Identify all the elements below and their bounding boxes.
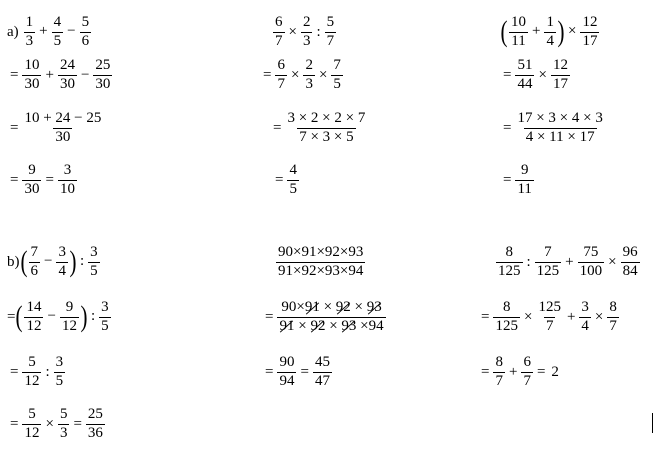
numerator: 3 xyxy=(55,354,64,371)
fraction xyxy=(331,57,343,93)
denominator: 5 xyxy=(101,317,109,334)
equals-sign: = xyxy=(273,119,282,136)
operator: × xyxy=(538,66,547,83)
fraction xyxy=(58,57,77,93)
fraction xyxy=(80,14,92,50)
fraction xyxy=(93,57,112,93)
cancelled-term: 92 xyxy=(310,317,326,334)
paren-inner xyxy=(23,299,79,335)
denominator: 7 xyxy=(495,372,503,389)
numerator: 10 xyxy=(24,57,40,74)
fraction xyxy=(86,406,105,442)
equals-sign: = xyxy=(265,308,274,325)
numerator: 8 xyxy=(505,244,513,261)
fraction xyxy=(535,244,562,280)
operator: × xyxy=(45,415,54,432)
operator: + xyxy=(39,23,48,40)
numerator: 7 xyxy=(333,57,341,74)
fraction xyxy=(515,162,533,198)
denominator: 30 xyxy=(95,75,111,92)
operator: : xyxy=(316,23,321,40)
operator: : xyxy=(79,253,85,270)
numerator: 8 xyxy=(495,354,503,371)
operator: × xyxy=(290,66,300,83)
fraction xyxy=(22,110,103,146)
fraction xyxy=(58,162,77,198)
numerator: 10 + 24 − 25 xyxy=(24,110,102,127)
numerator: 90×91×92×93 xyxy=(278,244,364,261)
term: × xyxy=(350,299,367,316)
fraction xyxy=(580,14,599,50)
equals-sign: = xyxy=(536,363,546,380)
fraction xyxy=(287,162,299,198)
fraction xyxy=(24,14,36,50)
denominator: 3 xyxy=(59,424,68,441)
fraction xyxy=(551,57,570,93)
denominator: 7 xyxy=(277,75,285,92)
fraction xyxy=(277,354,296,390)
equals-sign: = xyxy=(7,308,16,325)
denominator: 10 xyxy=(59,180,75,197)
fraction xyxy=(536,299,563,335)
a-col2-line4 xyxy=(272,160,300,200)
numerator: 3 xyxy=(101,299,109,316)
numerator: 3 × 2 × 2 × 7 xyxy=(287,110,366,127)
fraction xyxy=(52,14,64,50)
cancelled-term: 93 xyxy=(341,317,357,334)
fraction xyxy=(22,57,41,93)
cancelled-term: 93 xyxy=(366,299,382,316)
numerator: 7 xyxy=(544,244,552,261)
b-col3-line2 xyxy=(478,297,620,337)
fraction xyxy=(56,244,68,280)
denominator: 5 xyxy=(333,75,341,92)
equals-sign: = xyxy=(503,119,512,136)
fraction xyxy=(24,299,43,335)
paren-tail xyxy=(565,14,600,50)
equals-sign: = xyxy=(300,363,309,380)
fraction xyxy=(99,299,111,335)
numerator: 4 xyxy=(289,162,297,179)
a-col1-line1 xyxy=(7,12,92,52)
denominator: 4 × 11 × 17 xyxy=(525,128,595,145)
denominator: 7 × 3 × 5 xyxy=(299,128,354,145)
numerator: 3 xyxy=(63,162,72,179)
a-col3-line4 xyxy=(500,160,535,200)
fraction xyxy=(515,110,604,146)
denominator: 30 xyxy=(55,128,71,145)
open-paren: ( xyxy=(15,300,23,333)
fraction xyxy=(496,244,523,280)
denominator: 125 xyxy=(536,262,560,279)
denominator: 6 xyxy=(81,32,90,49)
denominator: 6 xyxy=(30,262,38,279)
result-value: 2 xyxy=(551,363,559,380)
close-paren: ) xyxy=(69,245,77,278)
term: × xyxy=(294,317,311,334)
paren-inner xyxy=(28,244,69,280)
fraction xyxy=(544,14,556,50)
term: × xyxy=(319,299,336,316)
equals-sign: = xyxy=(10,119,19,136)
a-col3-line2 xyxy=(500,55,571,95)
numerator: 5 xyxy=(59,406,68,423)
numerator: 12 xyxy=(582,14,598,31)
fraction xyxy=(521,354,533,390)
equals-sign: = xyxy=(503,171,512,188)
term: ×94 xyxy=(356,317,384,334)
fraction xyxy=(275,57,287,93)
operator: × xyxy=(288,23,297,40)
numerator: 14 xyxy=(26,299,42,316)
b-col2-line2 xyxy=(262,297,387,337)
b-col1-line3 xyxy=(7,352,66,392)
denominator: 4 xyxy=(581,317,589,334)
operator: + xyxy=(532,23,541,40)
denominator: 3 xyxy=(302,32,311,49)
operator: × xyxy=(318,66,328,83)
denominator: 30 xyxy=(24,180,40,197)
denominator: 11 xyxy=(517,180,532,197)
numerator: 75 xyxy=(583,244,599,261)
numerator xyxy=(279,299,383,316)
fraction xyxy=(22,162,41,198)
term: × xyxy=(325,317,342,334)
fraction xyxy=(285,110,367,146)
numerator: 25 xyxy=(87,406,103,423)
equals-sign: = xyxy=(481,363,490,380)
numerator: 5 xyxy=(326,14,335,31)
paren-tail xyxy=(88,299,112,335)
operator: − xyxy=(67,23,76,40)
denominator: 4 xyxy=(546,32,554,49)
denominator: 5 xyxy=(90,262,98,279)
denominator: 7 xyxy=(523,372,531,389)
equals-sign: = xyxy=(45,171,54,188)
cancelled-fraction xyxy=(277,299,385,335)
numerator: 45 xyxy=(314,354,330,371)
operator: : xyxy=(90,308,96,325)
denominator: 17 xyxy=(552,75,568,92)
denominator: 91×92×93×94 xyxy=(278,262,364,279)
numerator: 5 xyxy=(28,406,36,423)
denominator: 84 xyxy=(622,262,638,279)
equals-sign: = xyxy=(263,66,272,83)
fraction xyxy=(273,14,285,50)
numerator: 6 xyxy=(523,354,531,371)
denominator: 12 xyxy=(61,317,77,334)
numerator: 17 × 3 × 4 × 3 xyxy=(517,110,603,127)
numerator: 10 xyxy=(511,14,526,31)
equals-sign: = xyxy=(265,363,274,380)
a-col1-line2 xyxy=(7,55,113,95)
numerator: 2 xyxy=(302,14,311,31)
part-b-label: b) xyxy=(7,253,20,270)
cancelled-term: 91 xyxy=(279,317,295,334)
fraction xyxy=(621,244,640,280)
operator: − xyxy=(47,308,56,325)
denominator: 47 xyxy=(314,372,330,389)
denominator: 100 xyxy=(579,262,603,279)
fraction xyxy=(29,244,41,280)
numerator: 25 xyxy=(95,57,111,74)
a-col2-line3 xyxy=(270,108,368,148)
denominator: 94 xyxy=(279,372,295,389)
numerator: 90 xyxy=(279,354,295,371)
b-col1-line2 xyxy=(7,297,112,337)
fraction xyxy=(493,354,505,390)
numerator: 1 xyxy=(25,14,34,31)
b-col2-line1 xyxy=(275,242,366,282)
denominator xyxy=(277,317,385,335)
denominator: 12 xyxy=(24,372,40,389)
open-paren: ( xyxy=(20,245,27,278)
denominator: 7 xyxy=(326,32,335,49)
fraction xyxy=(276,244,365,280)
denominator: 5 xyxy=(55,372,64,389)
numerator: 3 xyxy=(90,244,98,261)
numerator: 96 xyxy=(622,244,638,261)
operator: × xyxy=(608,253,617,270)
denominator: 3 xyxy=(305,75,313,92)
operator: − xyxy=(44,253,53,270)
b-col2-line3 xyxy=(262,352,333,392)
operator: : xyxy=(526,253,531,270)
open-paren: ( xyxy=(500,15,508,48)
denominator: 12 xyxy=(24,424,40,441)
fraction xyxy=(22,406,41,442)
fraction xyxy=(54,354,66,390)
numerator: 3 xyxy=(581,299,589,316)
equals-sign: = xyxy=(10,415,19,432)
equals-sign: = xyxy=(73,415,82,432)
denominator: 4 xyxy=(58,262,66,279)
part-a-label: a) xyxy=(7,23,19,40)
numerator: 5 xyxy=(28,354,36,371)
denominator: 30 xyxy=(59,75,75,92)
denominator: 12 xyxy=(26,317,42,334)
a-col1-line3 xyxy=(7,108,104,148)
fraction xyxy=(579,299,591,335)
numerator: 7 xyxy=(30,244,38,261)
numerator: 51 xyxy=(517,57,533,74)
numerator: 125 xyxy=(538,299,561,316)
fraction xyxy=(515,57,534,93)
equals-sign: = xyxy=(481,308,490,325)
operator: − xyxy=(80,66,90,83)
numerator: 4 xyxy=(53,14,62,31)
fraction xyxy=(303,57,315,93)
text-cursor xyxy=(652,413,653,433)
operator: × xyxy=(567,23,577,40)
fraction xyxy=(325,14,337,50)
b-col3-line1 xyxy=(495,242,641,282)
numerator: 9 xyxy=(520,162,529,179)
cancelled-term: 92 xyxy=(335,299,351,316)
a-col3-line1 xyxy=(500,12,600,52)
operator: + xyxy=(508,363,518,380)
equals-sign: = xyxy=(10,171,19,188)
numerator: 8 xyxy=(609,299,617,316)
numerator: 9 xyxy=(28,162,36,179)
denominator: 125 xyxy=(498,262,521,279)
cancelled-term: 91 xyxy=(304,299,320,316)
expr xyxy=(23,14,92,50)
equals-sign: = xyxy=(10,66,19,83)
denominator: 5 xyxy=(53,32,62,49)
denominator: 17 xyxy=(582,32,598,49)
numerator: 2 xyxy=(305,57,313,74)
numerator: 8 xyxy=(502,299,511,316)
term: 90× xyxy=(281,299,305,316)
numerator: 6 xyxy=(275,14,283,31)
denominator: 7 xyxy=(275,32,283,49)
fraction xyxy=(313,354,332,390)
numerator: 3 xyxy=(58,244,66,261)
equals-sign: = xyxy=(275,171,284,188)
fraction xyxy=(58,406,70,442)
numerator: 5 xyxy=(81,14,90,31)
fraction xyxy=(493,299,520,335)
denominator: 5 xyxy=(289,180,297,197)
equals-sign: = xyxy=(503,66,512,83)
numerator: 12 xyxy=(552,57,568,74)
operator: × xyxy=(594,308,604,325)
denominator: 125 xyxy=(495,317,518,334)
fraction xyxy=(509,14,528,50)
a-col2-line1 xyxy=(272,12,337,52)
denominator: 36 xyxy=(87,424,103,441)
denominator: 30 xyxy=(24,75,40,92)
b-col1-line4 xyxy=(7,404,106,444)
operator: + xyxy=(565,253,574,270)
a-col2-line2 xyxy=(260,55,344,95)
denominator: 3 xyxy=(25,32,34,49)
denominator: 11 xyxy=(511,32,526,49)
equals-sign: = xyxy=(10,363,19,380)
denominator: 7 xyxy=(609,317,617,334)
fraction xyxy=(578,244,605,280)
operator: + xyxy=(45,66,54,83)
fraction xyxy=(607,299,619,335)
operator: × xyxy=(523,308,533,325)
numerator: 24 xyxy=(59,57,75,74)
numerator: 6 xyxy=(277,57,285,74)
fraction xyxy=(88,244,100,280)
a-col3-line3 xyxy=(500,108,606,148)
denominator: 44 xyxy=(517,75,533,92)
numerator: 9 xyxy=(65,299,74,316)
operator: + xyxy=(566,308,576,325)
operator: : xyxy=(45,363,50,380)
b-col3-line3 xyxy=(478,352,562,392)
fraction xyxy=(22,354,41,390)
fraction xyxy=(301,14,313,50)
close-paren: ) xyxy=(80,300,88,333)
paren-inner xyxy=(508,14,557,50)
numerator: 1 xyxy=(546,14,554,31)
b-col1-line1 xyxy=(7,242,101,282)
close-paren: ) xyxy=(557,15,565,48)
paren-tail xyxy=(77,244,101,280)
a-col1-line4 xyxy=(7,160,78,200)
denominator: 7 xyxy=(545,317,554,334)
fraction xyxy=(60,299,79,335)
